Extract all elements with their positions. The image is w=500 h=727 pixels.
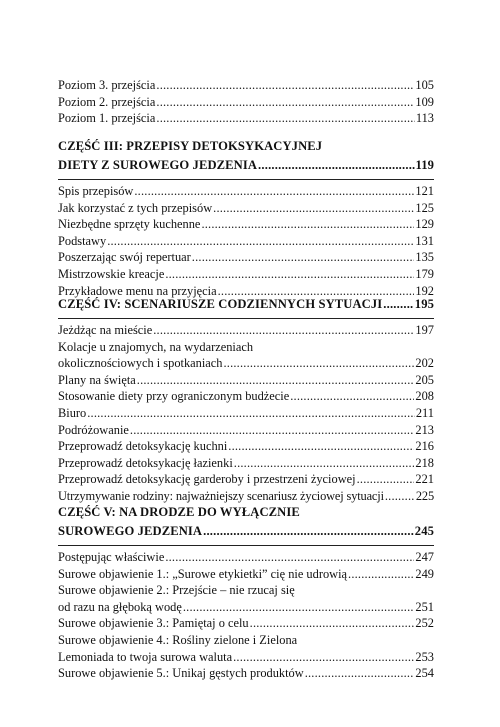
divider (58, 179, 434, 180)
toc-top-section (58, 77, 434, 127)
toc-entry: Poziom 3. przejścia ..... 105 (58, 77, 434, 94)
part-heading: CZĘŚĆ V: NA DRODZE DO WYŁĄCZNIE (58, 505, 300, 519)
toc-entry: Surowe objawienie 1.: „Surowe etykietki” cię nie udrowią ..... 249 (58, 566, 434, 583)
divider (58, 545, 434, 546)
toc-entry: okolicznościowych i spotkaniach ..... 202 (58, 355, 434, 372)
part-heading-entry: SUROWEGO JEDZENIA ..... 245 (58, 522, 434, 541)
toc-entry: Podstawy ..... 131 (58, 233, 434, 250)
toc-entry: od razu na głęboką wodę ..... 251 (58, 599, 434, 616)
toc-entry-line: Surowe objawienie 2.: Przejście – nie rzucaj się (58, 583, 295, 598)
divider (58, 318, 434, 319)
toc-part-4 (58, 295, 434, 505)
toc-entry: Lemoniada to twoja surowa waluta ..... 253 (58, 649, 434, 666)
toc-entry: Stosowanie diety przy ograniczonym budżecie ..... 208 (58, 388, 434, 405)
toc-entry: Przeprowadź detoksykację garderoby i przestrzeni życiowej ..... 221 (58, 471, 434, 488)
toc-entry: Postępując właściwie ..... 247 (58, 549, 434, 566)
toc-part-3 (58, 137, 434, 299)
toc-entry: Niezbędne sprzęty kuchenne ..... 129 (58, 216, 434, 233)
toc-entry: Surowe objawienie 5.: Unikaj gęstych produktów ..... 254 (58, 665, 434, 682)
toc-entry: Biuro ..... 211 (58, 405, 434, 422)
part-heading-entry: DIETY Z SUROWEGO JEDZENIA ..... 119 (58, 156, 434, 175)
toc-entry: Jeżdżąc na mieście ..... 197 (58, 322, 434, 339)
toc-entry: Spis przepisów ..... 121 (58, 183, 434, 200)
toc-entry-line: Surowe objawienie 4.: Rośliny zielone i Zielona (58, 632, 298, 647)
toc-entry: Przeprowadź detoksykację kuchni ..... 216 (58, 438, 434, 455)
part-heading-entry: CZĘŚĆ IV: SCENARIUSZE CODZIENNYCH SYTUACJI ..... 195 (58, 295, 434, 314)
toc-entry-line: Kolacje u znajomych, na wydarzeniach (58, 339, 254, 354)
toc-entry: Jak korzystać z tych przepisów ..... 125 (58, 200, 434, 217)
toc-entry: Poziom 1. przejścia ..... 113 (58, 110, 434, 127)
toc-entry: Podróżowanie ..... 213 (58, 422, 434, 439)
toc-entry: Poziom 2. przejścia ..... 109 (58, 94, 434, 111)
toc-entry: Utrzymywanie rodziny: najważniejszy scenariusz życiowej sytuacji ..... 225 (58, 488, 434, 505)
toc-entry: Surowe objawienie 3.: Pamiętaj o celu ..... 252 (58, 615, 434, 632)
part-heading: CZĘŚĆ III: PRZEPISY DETOKSYKACYJNEJ (58, 139, 323, 153)
toc-entry: Przeprowadź detoksykację łazienki ..... 218 (58, 455, 434, 472)
toc-entry: Przykładowe menu na przyjęcia ..... 192 (58, 283, 434, 300)
toc-entry: Plany na święta ..... 205 (58, 372, 434, 389)
toc-part-5 (58, 503, 434, 682)
toc-entry: Mistrzowskie kreacje ..... 179 (58, 266, 434, 283)
toc-entry: Poszerzając swój repertuar ..... 135 (58, 249, 434, 266)
